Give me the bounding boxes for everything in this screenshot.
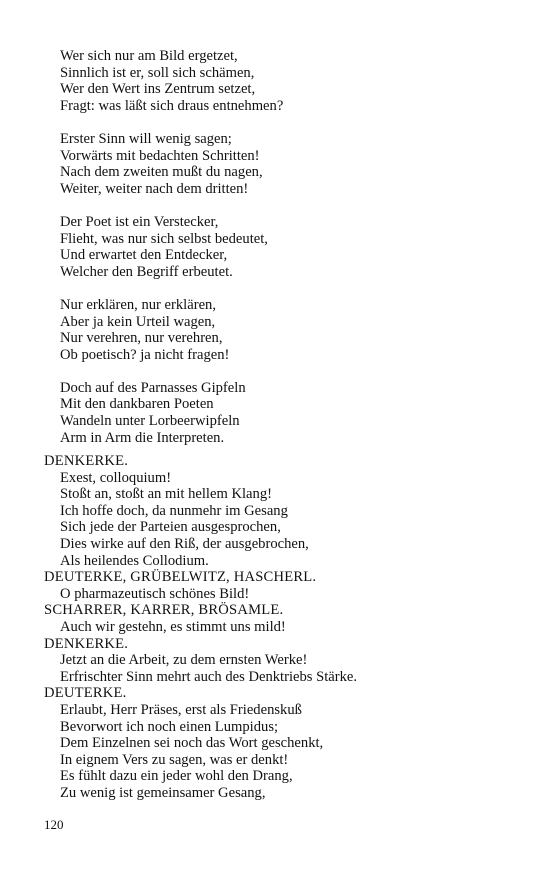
speaker-name: DEUTERKE, GRÜBELWITZ, HASCHERL.: [44, 569, 317, 586]
stanza: [60, 131, 500, 197]
speech-line: In eignem Vers zu sagen, was er denkt!: [60, 751, 289, 768]
speech-line: Als heilendes Collodium.: [60, 552, 209, 569]
speaker-name: DENKERKE.: [44, 453, 129, 469]
stanza: [60, 214, 500, 280]
verse-line: Welcher den Begriff erbeutet.: [60, 263, 233, 280]
stanza: [60, 297, 500, 363]
dialogue-turn: [44, 685, 514, 801]
speech-line: Es fühlt dazu ein jeder wohl den Drang,: [60, 768, 293, 785]
speech-line: Erfrischter Sinn mehrt auch des Denktriebs Stärke.: [60, 668, 358, 685]
speech-line: Zu wenig ist gemeinsamer Gesang,: [60, 784, 266, 801]
verse-line: Der Poet ist ein Verstecker,: [60, 213, 219, 230]
verse-line: Doch auf des Parnasses Gipfeln: [60, 379, 246, 396]
speech: [44, 702, 514, 802]
dialogue-turn: [44, 453, 514, 569]
speech: [44, 652, 514, 685]
speech-line: O pharmazeutisch schönes Bild!: [60, 585, 250, 602]
speaker-name: SCHARRER, KARRER, BRÖSAMLE.: [44, 602, 284, 619]
speech-line: Ich hoffe doch, da nunmehr im Gesang: [60, 502, 288, 519]
speech-line: Stoßt an, stoßt an mit hellem Klang!: [60, 486, 272, 503]
verse-line: Wandeln unter Lorbeerwipfeln: [60, 413, 240, 430]
verse-line: Und erwartet den Entdecker,: [60, 247, 228, 264]
verse-line: Flieht, was nur sich selbst bedeutet,: [60, 230, 268, 247]
speech-line: Erlaubt, Herr Präses, erst als Friedenskuß: [60, 701, 302, 718]
speaker-name: DEUTERKE.: [44, 685, 127, 702]
speaker-name: DENKERKE.: [44, 635, 129, 652]
verse-line: Wer den Wert ins Zentrum setzet,: [60, 81, 256, 98]
speech: [44, 470, 514, 570]
stanza: [60, 380, 500, 446]
verse-line: Aber ja kein Urteil wagen,: [60, 313, 216, 330]
speech: [44, 586, 514, 603]
speech: [44, 619, 514, 636]
verse-line: Mit den dankbaren Poeten: [60, 396, 214, 413]
verse-line: Ob poetisch? ja nicht fragen!: [60, 346, 230, 363]
poem-stanzas: [60, 48, 500, 463]
dialogue-turn: [44, 569, 514, 602]
speech-line: Sich jede der Parteien ausgesprochen,: [60, 519, 281, 536]
verse-line: Arm in Arm die Interpreten.: [60, 429, 225, 446]
speech-line: Jetzt an die Arbeit, zu dem ernsten Werke!: [60, 652, 308, 669]
verse-line: Wer sich nur am Bild ergetzet,: [60, 48, 238, 64]
verse-line: Weiter, weiter nach dem dritten!: [60, 180, 249, 197]
dialogue-turn: [44, 602, 514, 635]
verse-line: Nach dem zweiten mußt du nagen,: [60, 164, 263, 181]
verse-line: Nur erklären, nur erklären,: [60, 296, 216, 313]
speech-line: Dem Einzelnen sei noch das Wort geschenkt,: [60, 735, 324, 752]
dialogue-turn: [44, 636, 514, 686]
page-number: 120: [44, 817, 64, 832]
speech-line: Dies wirke auf den Riß, der ausgebrochen,: [60, 535, 309, 552]
verse-line: Vorwärts mit bedachten Schritten!: [60, 147, 260, 164]
dialogue-section: [44, 453, 514, 801]
verse-line: Nur verehren, nur verehren,: [60, 330, 223, 347]
verse-line: Fragt: was läßt sich draus entnehmen?: [60, 97, 284, 114]
speech-line: Exest, colloquium!: [60, 469, 172, 486]
speech-line: Auch wir gestehn, es stimmt uns mild!: [60, 618, 286, 635]
stanza: [60, 48, 500, 114]
speech-line: Bevorwort ich noch einen Lumpidus;: [60, 718, 279, 735]
verse-line: Erster Sinn will wenig sagen;: [60, 130, 232, 147]
verse-line: Sinnlich ist er, soll sich schämen,: [60, 64, 255, 81]
